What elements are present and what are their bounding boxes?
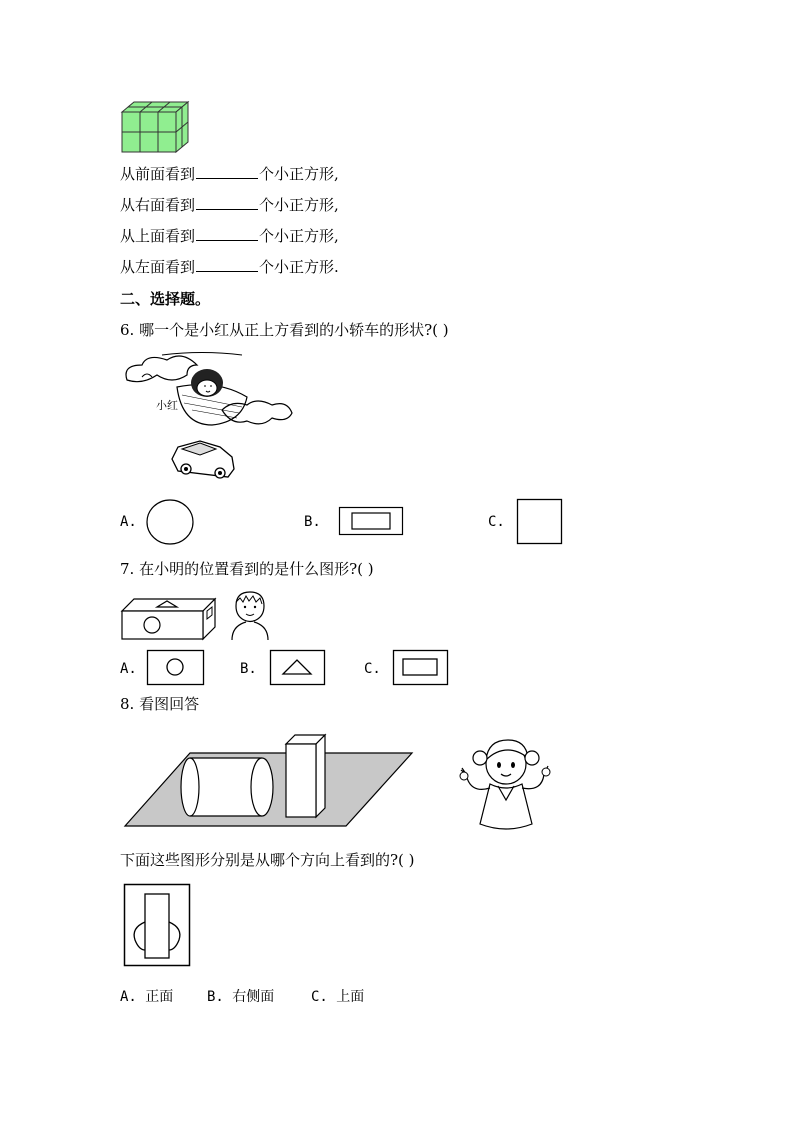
q8-option-c[interactable]: C. 上面 bbox=[311, 989, 365, 1005]
girl-on-cloud-illustration bbox=[122, 355, 292, 485]
q5-line-front-suffix: 个小正方形, bbox=[259, 165, 339, 183]
q5-line-left-prefix: 从左面看到 bbox=[120, 258, 196, 276]
q8-question: 8. 看图回答 bbox=[120, 695, 200, 713]
q5-line-top-prefix: 从上面看到 bbox=[120, 227, 196, 245]
q5-line-right bbox=[120, 194, 339, 216]
boy-xiaoming-illustration bbox=[228, 590, 268, 640]
q8-view-shape-figure bbox=[124, 884, 192, 968]
q7-option-b-triangle-in-rect[interactable] bbox=[270, 650, 326, 686]
q5-line-left-suffix: 个小正方形. bbox=[259, 258, 339, 276]
box-with-shapes-figure bbox=[121, 597, 216, 640]
q8-option-b[interactable]: B. 右侧面 bbox=[207, 989, 275, 1005]
q6-option-c-label[interactable]: C. bbox=[488, 514, 505, 530]
q6-question: 6. 哪一个是小红从正上方看到的小轿车的形状?( ) bbox=[120, 321, 449, 339]
q5-line-front-prefix: 从前面看到 bbox=[120, 165, 196, 183]
answer-blank[interactable] bbox=[196, 163, 258, 179]
q8-option-a[interactable]: A. 正面 bbox=[120, 989, 174, 1005]
q7-option-b-label[interactable]: B. bbox=[240, 661, 257, 677]
q6-option-a-label[interactable]: A. bbox=[120, 514, 137, 530]
q7-option-a-circle-in-rect[interactable] bbox=[147, 650, 205, 686]
girl-pointing-illustration bbox=[460, 738, 555, 833]
q6-option-b-rectangle-shape[interactable] bbox=[339, 507, 403, 535]
q6-option-c-square-shape[interactable] bbox=[517, 499, 563, 545]
answer-blank[interactable] bbox=[196, 256, 258, 272]
q5-line-right-suffix: 个小正方形, bbox=[259, 196, 339, 214]
q5-line-front bbox=[120, 163, 339, 185]
cube-block-figure bbox=[122, 100, 192, 155]
q5-line-top bbox=[120, 225, 339, 247]
section-title: 二、选择题。 bbox=[120, 290, 211, 308]
q7-question: 7. 在小明的位置看到的是什么图形?( ) bbox=[120, 560, 374, 578]
q6-option-b-label[interactable]: B. bbox=[304, 514, 321, 530]
q8-subquestion: 下面这些图形分别是从哪个方向上看到的?( ) bbox=[120, 851, 415, 869]
cylinder-and-prism-figure bbox=[124, 734, 414, 829]
q6-option-a-circle-shape[interactable] bbox=[146, 499, 194, 545]
q7-option-a-label[interactable]: A. bbox=[120, 661, 137, 677]
q5-line-right-prefix: 从右面看到 bbox=[120, 196, 196, 214]
q7-option-c-label[interactable]: C. bbox=[364, 661, 381, 677]
q5-line-top-suffix: 个小正方形, bbox=[259, 227, 339, 245]
girl-label: 小红 bbox=[156, 399, 178, 412]
q5-line-left bbox=[120, 256, 339, 278]
q7-option-c-rect-in-rect[interactable] bbox=[393, 650, 449, 686]
answer-blank[interactable] bbox=[196, 194, 258, 210]
answer-blank[interactable] bbox=[196, 225, 258, 241]
